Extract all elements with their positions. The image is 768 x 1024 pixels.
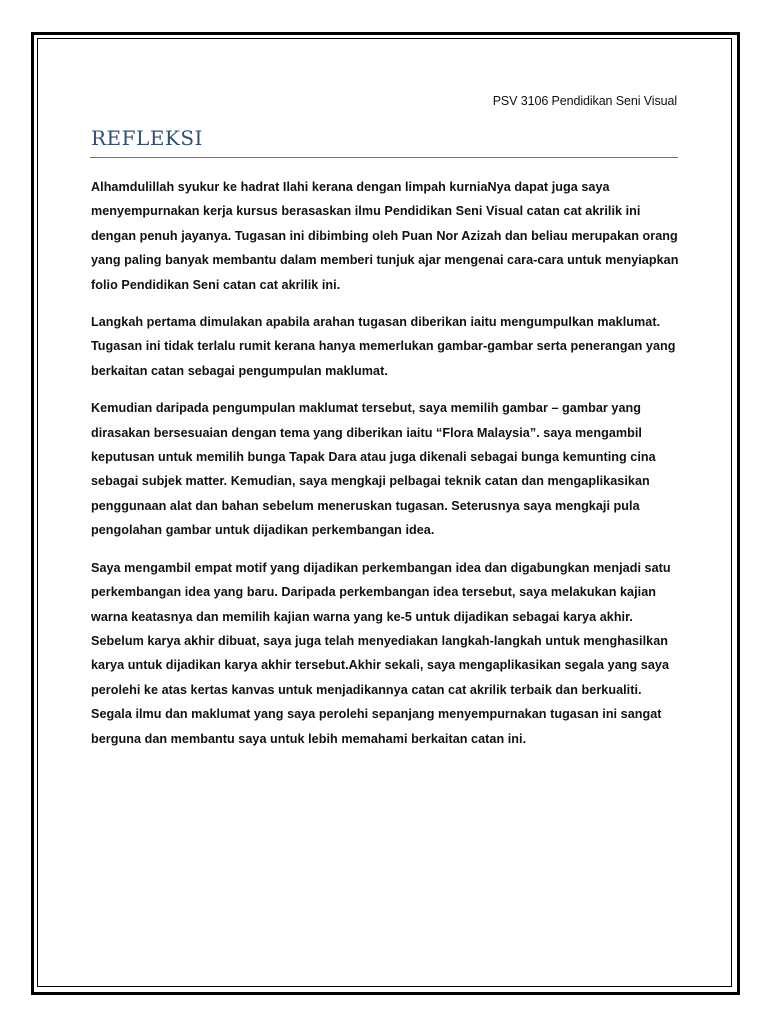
- paragraph-4: Saya mengambil empat motif yang dijadikan perkembangan idea dan digabungkan menjadi satu perkembangan idea yang baru. Daripada perkembangan idea tersebut, saya melakukan kajian warna keatasnya dan memilih kajian warna yang ke-5 untuk dijadikan sebagai karya akhir. Sebelum karya akhir dibuat, saya juga telah menyediakan langkah-langkah untuk menghasilkan karya untuk dijadikan karya akhir tersebut.Akhir sekali, saya mengaplikasikan segala yang saya perolehi ke atas kertas kanvas untuk menjadikannya catan cat akrilik terbaik dan berkualiti. Segala ilmu dan maklumat yang saya perolehi sepanjang menyempurnakan tugasan ini sangat berguna dan membantu saya untuk lebih memahami berkaitan catan ini.: [91, 560, 671, 746]
- title-underline: [90, 157, 678, 158]
- paragraph-1: Alhamdulillah syukur ke hadrat Ilahi kerana dengan limpah kurniaNya dapat juga saya menyempurnakan kerja kursus berasaskan ilmu Pendidikan Seni Visual catan cat akrilik ini dengan penuh jayanya. Tugasan ini dibimbing oleh Puan Nor Azizah dan beliau merupakan orang yang paling banyak membantu dalam memberi tunjuk ajar mengenai cara-cara untuk menyiapkan folio Pendidikan Seni catan cat akrilik ini.: [91, 180, 679, 292]
- page-title: REFLEKSI: [91, 126, 203, 150]
- paragraph-2: Langkah pertama dimulakan apabila arahan tugasan diberikan iaitu mengumpulkan maklumat. Tugasan ini tidak terlalu rumit kerana hanya memerlukan gambar-gambar serta penerangan yang berkaitan catan sebagai pengumpulan maklumat.: [91, 315, 676, 378]
- body-text: [91, 175, 681, 764]
- paragraph-3: Kemudian daripada pengumpulan maklumat tersebut, saya memilih gambar – gambar yang dirasakan bersesuaian dengan tema yang diberikan iaitu “Flora Malaysia”. saya mengambil keputusan untuk memilih bunga Tapak Dara atau juga dikenali sebagai bunga kemunting cina sebagai subjek matter. Kemudian, saya mengkaji pelbagai teknik catan dan mengaplikasikan penggunaan alat dan bahan sebelum meneruskan tugasan. Seterusnya saya mengkaji pula pengolahan gambar untuk dijadikan perkembangan idea.: [91, 401, 656, 538]
- running-header: PSV 3106 Pendidikan Seni Visual: [492, 94, 677, 108]
